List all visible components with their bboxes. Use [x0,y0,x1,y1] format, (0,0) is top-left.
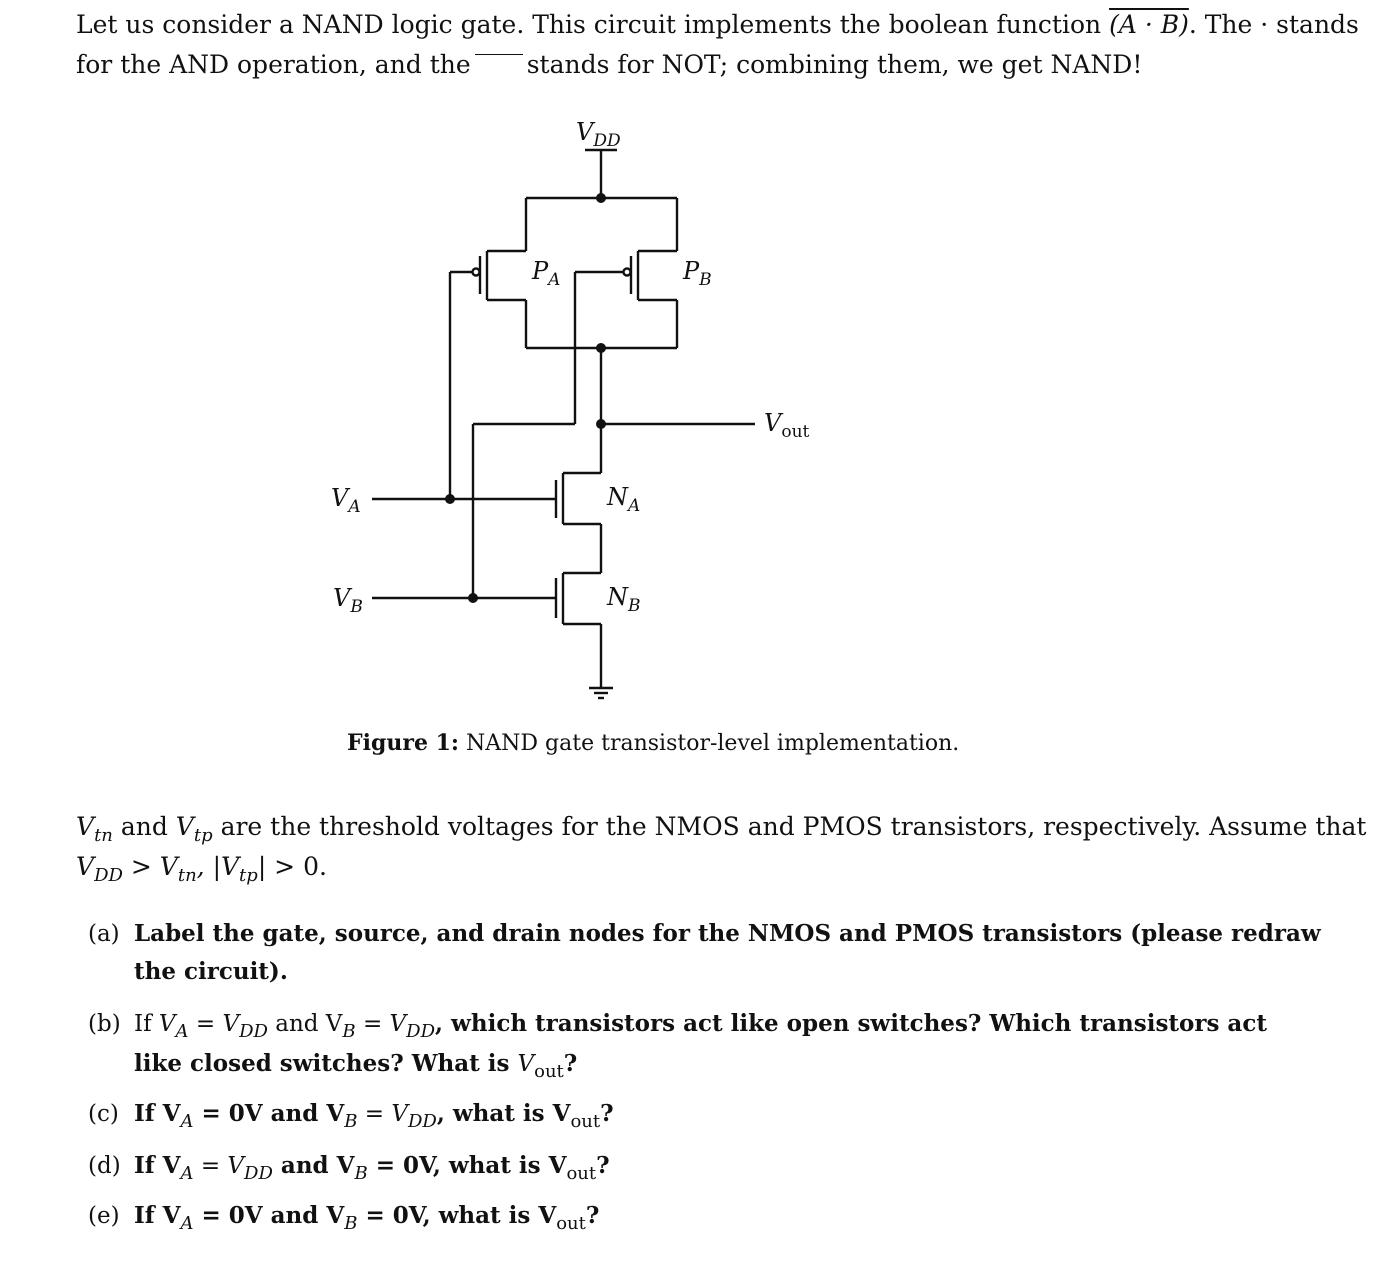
node-dot-vb [468,593,478,603]
and-text: and [112,812,176,841]
node-dot-va [445,494,455,504]
nand-expression: (A · B) [1109,10,1189,39]
vtn-sub-2: tn [177,865,197,886]
vout-label: $V_{out}$ [764,409,810,442]
b-qmark: ? [563,1050,578,1077]
threshold-line-2 [76,852,327,886]
e-eq-zero-2: = 0V, what is V [357,1202,557,1229]
vdd-label: $V_{DD}$ [576,118,621,151]
question-a-cont [134,958,288,985]
vtn-sub: tn [94,825,113,846]
c-va-sub: A [180,1111,194,1132]
node-dot-vout [596,419,606,429]
pb-bubble [624,269,631,276]
intro-text-2a: for the AND operation, and the [76,50,471,79]
c-vb-sub: B [344,1111,358,1132]
e-vout-sub: out [556,1213,586,1234]
c-tail: , what is V [436,1100,571,1127]
c-eq-vdd: = V [357,1101,408,1127]
vtp-sub: tp [193,825,213,846]
pb-label: $P_B$ [683,257,712,290]
b-vdd-sub-2: DD [406,1021,436,1042]
question-e [88,1202,600,1234]
question-b-text-2: like closed switches? What is [134,1050,518,1077]
gt-vtn: > V [122,852,178,881]
c-qmark: ? [600,1100,614,1127]
question-d-label: (d) [88,1153,121,1179]
va-label: $V_A$ [331,484,361,517]
d-and-vb: and V [272,1152,355,1179]
question-b-cont: like closed switches? What is $V_{out}$? [134,1050,578,1082]
c-if-va: If V [134,1100,181,1127]
d-if-va: If V [134,1152,181,1179]
b-eq-vdd: = V [188,1011,240,1037]
threshold-text: are the threshold voltages for the NMOS and PMOS transistors, respectively. Assume that [212,812,1367,841]
vtp-sub-2: tp [239,865,258,886]
e-eq-zero: = 0V and V [193,1202,345,1229]
question-a-text-2: the circuit). [134,958,288,985]
d-eq-vdd: = V [193,1153,245,1179]
e-va-sub: A [180,1213,194,1234]
question-e-label: (e) [88,1203,120,1229]
node-dot-pmos [596,343,606,353]
question-b: (b) If $V_A = V_{DD}$ and $V_B = V_{DD}$, which transistors act like open switches? Which transistors act [88,1010,1267,1042]
d-vdd-sub: DD [244,1163,273,1184]
question-d [88,1152,610,1184]
threshold-line-1 [76,812,1367,846]
abs-vtp: , |V [196,852,240,881]
c-vout-sub: out [570,1111,601,1132]
caption-text: NAND gate transistor-level implementation. [459,731,960,756]
c-vdd-sub: DD [407,1111,437,1132]
e-vb-sub: B [344,1213,358,1234]
d-va-sub: A [180,1163,194,1184]
b-and-vb: and V [267,1011,343,1037]
b-va-sub: A [175,1021,189,1042]
question-a [88,920,1321,947]
na-label: $N_A$ [607,483,641,516]
question-c-label: (c) [88,1101,119,1127]
pa-label: $P_A$ [532,257,561,290]
question-a-text: Label the gate, source, and drain nodes for the NMOS and PMOS transistors (please redraw [134,920,1321,947]
vb-label: $V_B$ [333,584,363,617]
b-vout-sub: out [534,1061,564,1082]
intro-text-tail: . The · stands [1188,10,1359,39]
vdd-symbol: V [76,852,95,881]
question-b-if: If [134,1011,159,1037]
question-a-label: (a) [88,921,120,947]
node-dot-vdd [596,193,606,203]
vtn-symbol: V [76,812,95,841]
pa-bubble [473,269,480,276]
d-vb-sub: B [354,1163,368,1184]
figure-caption [347,730,959,756]
vdd-sub: DD [94,865,123,886]
e-qmark: ? [585,1202,600,1229]
nb-label: $N_B$ [607,583,641,616]
intro-text-2b: stands for NOT; combining them, we get NAND! [526,50,1143,79]
d-qmark: ? [596,1152,610,1179]
b-vb-sub: B [342,1021,356,1042]
d-vout-sub: out [566,1163,597,1184]
d-eq-zero: = 0V, what is V [367,1152,567,1179]
question-b-label: (b) [88,1011,121,1037]
b-vdd-sub: DD [239,1021,268,1042]
e-if-va: If V [134,1202,181,1229]
question-c [88,1100,614,1132]
caption-label: Figure 1: [347,730,460,756]
intro-text: Let us consider a NAND logic gate. This circuit implements the boolean function [76,10,1110,39]
gt-zero: | > 0. [257,852,327,881]
c-eq: = 0V and V [193,1100,345,1127]
b-eq-vdd-2: = V [355,1011,407,1037]
question-b-rest: , which transistors act like open switches? Which transistors act [435,1010,1267,1037]
vtp-symbol: V [175,812,194,841]
